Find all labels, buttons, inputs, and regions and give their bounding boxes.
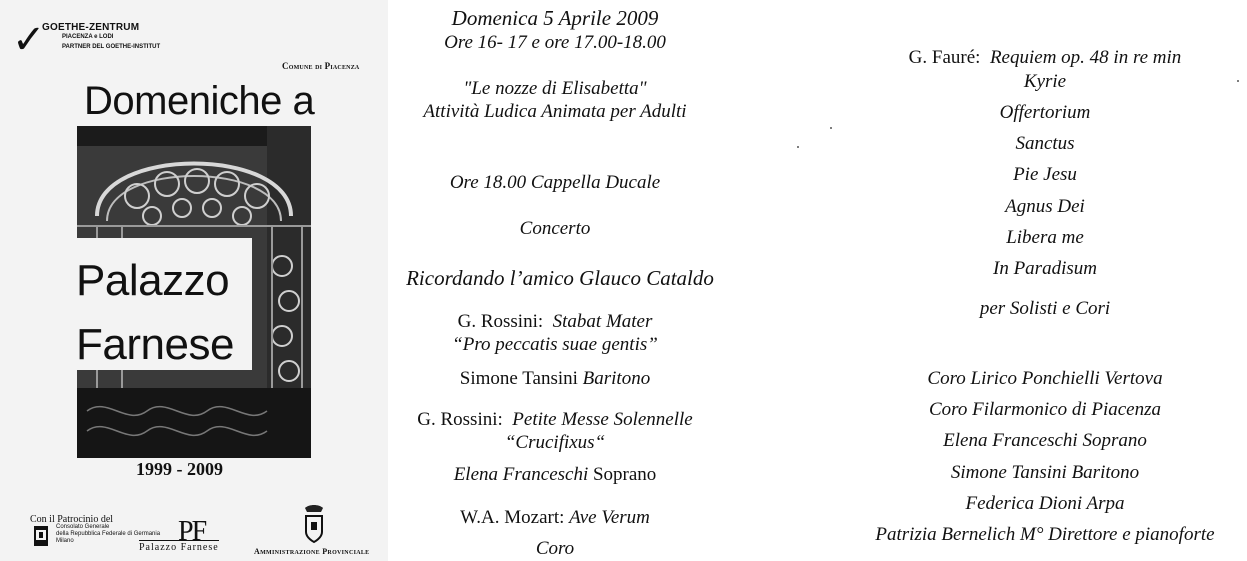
comune-label: Comune di Piacenza — [282, 61, 360, 71]
province-crest-icon — [303, 504, 325, 544]
piece-2-line — [370, 409, 740, 431]
performer-item: Elena Franceschi Soprano — [943, 430, 1147, 451]
movement-item: Libera me — [1006, 227, 1084, 248]
performer-item: Federica Dioni Arpa — [965, 493, 1125, 514]
requiem-title: Requiem op. 48 in re min — [989, 47, 1182, 68]
performer-2-name: Elena Franceschi — [453, 464, 589, 485]
scan-speck — [797, 146, 799, 148]
performer-2-role: Soprano — [592, 464, 657, 485]
concert-venue: Ore 18.00 Cappella Ducale — [449, 172, 661, 193]
movement-item: Sanctus — [1015, 133, 1075, 154]
event-flyer — [0, 0, 388, 561]
piece-2-title: Petite Messe Solennelle — [512, 409, 693, 430]
requiem-composer: G. Fauré: — [908, 47, 981, 68]
flyer-title-bot — [76, 320, 234, 370]
movement-item: Kyrie — [1023, 71, 1067, 92]
goethe-zentrum-logo — [12, 17, 252, 63]
movement-item: Agnus Dei — [1005, 196, 1085, 217]
performer-item: Coro Filarmonico di Piacenza — [928, 399, 1162, 420]
scan-speck — [1237, 80, 1239, 82]
event-times: Ore 16- 17 e ore 17.00-18.00 — [444, 32, 666, 53]
scan-speck — [830, 127, 832, 129]
piece-3-title: Ave Verum — [569, 507, 650, 528]
flyer-years: 1999 - 2009 — [136, 459, 223, 479]
performer-item: Coro Lirico Ponchielli Vertova — [927, 368, 1163, 389]
goethe-sub: PIACENZA e LODI — [62, 34, 114, 40]
performer-1-role: Baritono — [582, 368, 651, 389]
german-eagle-icon — [34, 526, 48, 546]
consolato-line: Milano — [56, 538, 74, 544]
goethe-name: GOETHE-ZENTRUM — [42, 22, 140, 33]
movement-item: Offertorium — [999, 102, 1091, 123]
performer-2-line — [390, 464, 720, 486]
performer-item: Simone Tansini Baritono — [950, 462, 1140, 483]
flyer-title-bot-text: Farnese — [76, 320, 234, 369]
palazzo-farnese-logo-name: Palazzo Farnese — [139, 542, 219, 553]
event-date: Domenica 5 Aprile 2009 — [451, 6, 659, 30]
dedication-line: Ricordando l’amico Glauco Cataldo — [406, 266, 714, 290]
movement-item: In Paradisum — [993, 258, 1097, 279]
requiem-line — [860, 47, 1230, 69]
concert-label: Concerto — [519, 218, 591, 239]
piece-1-subtitle: “Pro peccatis suae gentis” — [452, 334, 658, 355]
piece-2-subtitle: “Crucifixus“ — [504, 432, 606, 453]
performer-1-name: Simone Tansini — [459, 368, 578, 389]
goethe-partner: PARTNER DEL GOETHE-INSTITUT — [62, 44, 161, 50]
performer-1-line — [390, 368, 720, 390]
piece-3-line — [390, 507, 720, 529]
activity-subtitle: Attività Ludica Animata per Adulti — [423, 101, 687, 122]
checkmark-icon: ✓ — [12, 17, 46, 63]
flyer-title-mid — [76, 256, 229, 306]
movement-item: Pie Jesu — [1013, 164, 1077, 185]
piece-3-composer: W.A. Mozart: — [460, 507, 565, 528]
piece-2-composer: G. Rossini: — [417, 409, 503, 430]
piece-3-subtitle: Coro — [535, 538, 575, 559]
palazzo-farnese-logo-mark: PF — [178, 516, 206, 547]
piece-1-composer: G. Rossini: — [457, 311, 544, 332]
patrocinio-label: Con il Patrocinio del — [30, 514, 114, 525]
flyer-title-top: Domeniche a — [84, 79, 315, 123]
per-solisti-line: per Solisti e Cori — [979, 298, 1111, 319]
flyer-title-mid-text: Palazzo — [76, 256, 230, 305]
consolato-line: della Repubblica Federale di Germania — [56, 531, 161, 537]
amministrazione-label: Amministrazione Provinciale — [254, 547, 370, 556]
performer-item: Patrizia Bernelich M° Direttore e pianoforte — [875, 524, 1215, 545]
activity-title: "Le nozze di Elisabetta" — [463, 78, 647, 99]
piece-1-title: Stabat Mater — [552, 311, 653, 332]
piece-1-line — [390, 311, 720, 333]
consolato-line: Consolato Generale — [56, 524, 110, 530]
